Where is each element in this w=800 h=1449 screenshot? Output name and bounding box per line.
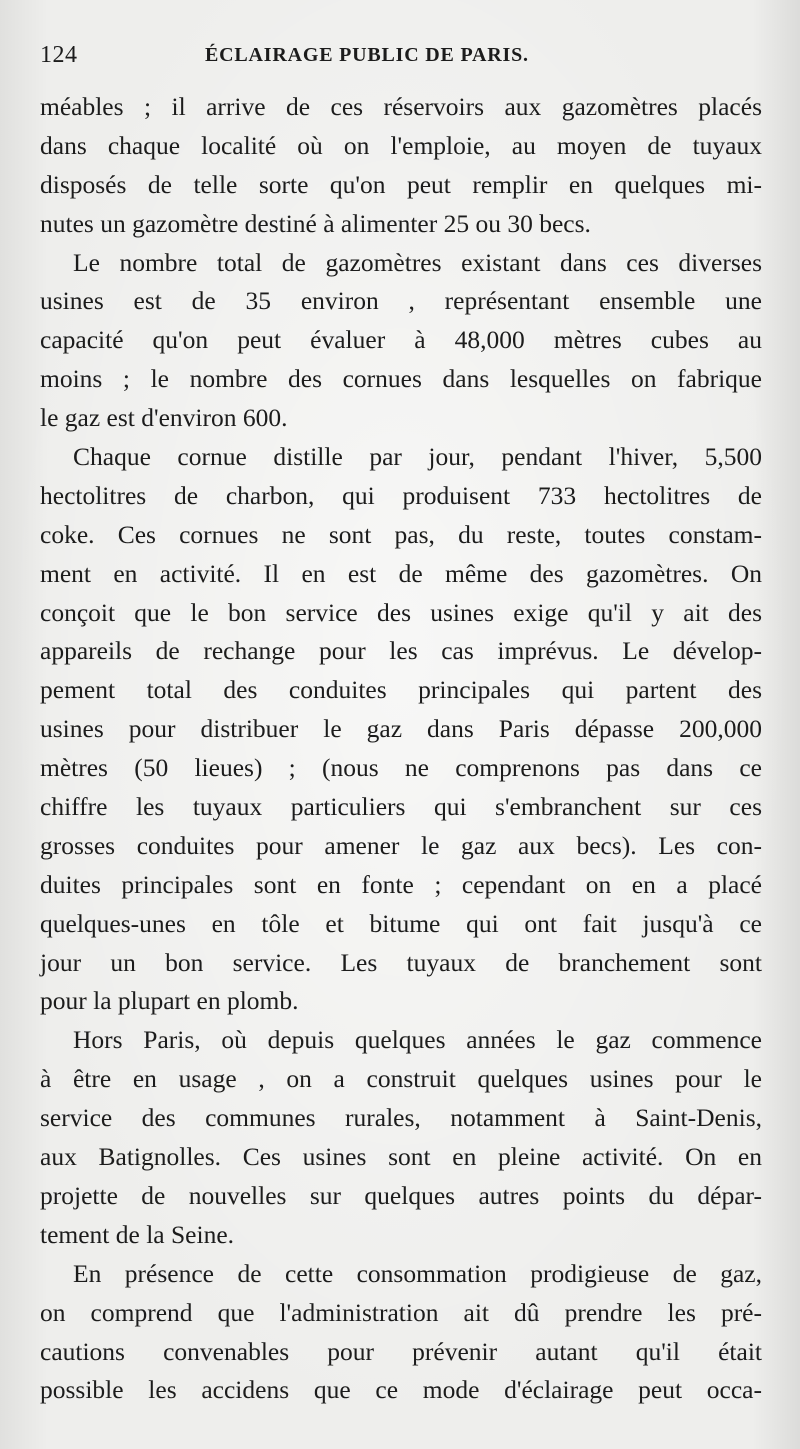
text-line: Le nombre total de gazomètres existant dans ces diverses [73,247,762,277]
text-line: possible les accidens que ce mode d'éclairage peut occa- [40,1375,762,1405]
text-line: pement total des conduites principales qui partent des [40,675,762,705]
text-line: mètres (50 lieues) ; (nous ne comprenons pas dans ce [40,753,762,783]
text-line: capacité qu'on peut évaluer à 48,000 mètres cubes au [40,325,762,355]
text-line: dans chaque localité où on l'emploie, au moyen de tuyaux [40,130,762,160]
text-line: pour la plupart en plomb. [40,986,299,1016]
text-line: grosses conduites pour amener le gaz aux becs). Les con- [40,830,762,860]
text-line: moins ; le nombre des cornues dans lesquelles on fabrique [40,364,762,394]
text-line: on comprend que l'administration ait dû prendre les pré- [40,1297,762,1327]
text-line: ment en activité. Il en est de même des gazomètres. On [40,558,762,588]
text-line: disposés de telle sorte qu'on peut remplir en quelques mi- [40,169,762,199]
text-line: projette de nouvelles sur quelques autres points du dépar- [40,1180,762,1210]
text-line: coke. Ces cornues ne sont pas, du reste, toutes constam- [40,519,762,549]
text-line: usines est de 35 environ , représentant ensemble une [40,286,762,316]
body-text [40,88,762,1410]
text-line: usines pour distribuer le gaz dans Paris dépasse 200,000 [40,714,762,744]
text-line: cautions convenables pour prévenir autant qu'il était [40,1336,762,1366]
text-line: le gaz est d'environ 600. [40,403,288,433]
text-line: conçoit que le bon service des usines exige qu'il y ait des [40,597,762,627]
text-line: aux Batignolles. Ces usines sont en pleine activité. On en [40,1142,762,1172]
text-line: nutes un gazomètre destiné à alimenter 25 ou 30 becs. [40,208,591,238]
text-line: hectolitres de charbon, qui produisent 733 hectolitres de [40,480,762,510]
text-line: quelques-unes en tôle et bitume qui ont fait jusqu'à ce [40,908,762,938]
text-line: Hors Paris, où depuis quelques années le gaz commence [73,1025,762,1055]
text-line: service des communes rurales, notamment à Saint-Denis, [40,1103,762,1133]
running-head: ÉCLAIRAGE PUBLIC DE PARIS. [205,44,529,66]
text-line: chiffre les tuyaux particuliers qui s'embranchent sur ces [40,792,762,822]
text-line: méables ; il arrive de ces réservoirs aux gazomètres placés [40,92,762,121]
page-header [40,40,760,80]
text-line: duites principales sont en fonte ; cependant on en a placé [40,869,762,899]
text-line: tement de la Seine. [40,1219,235,1249]
text-line: à être en usage , on a construit quelques usines pour le [40,1064,762,1094]
text-line: Chaque cornue distille par jour, pendant l'hiver, 5,500 [73,442,762,472]
text-line: appareils de rechange pour les cas imprévus. Le dévelop- [40,636,762,666]
text-line: En présence de cette consommation prodigieuse de gaz, [73,1258,762,1288]
page-number: 124 [40,42,78,68]
text-line: jour un bon service. Les tuyaux de branchement sont [40,947,762,977]
